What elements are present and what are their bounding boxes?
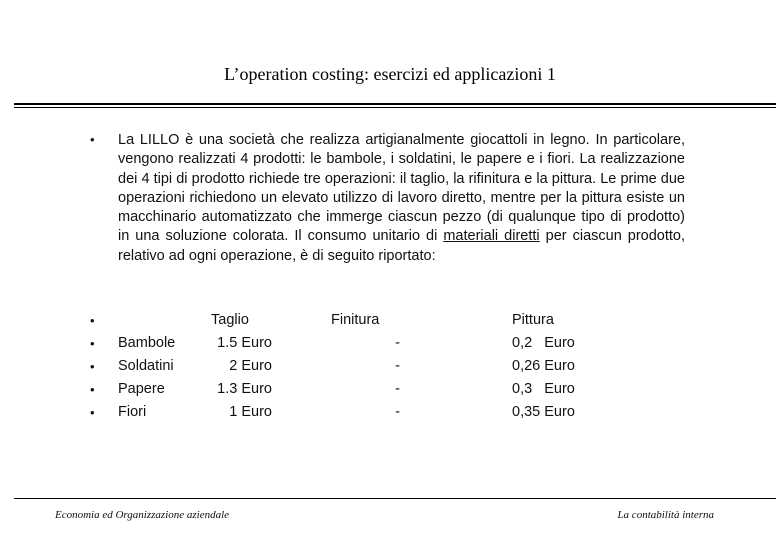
footer-course: Economia ed Organizzazione aziendale: [55, 509, 230, 521]
underlined-diretti: diretti: [504, 228, 540, 245]
intro-paragraph: [118, 131, 685, 266]
footer-topic: La contabilità interna: [617, 509, 714, 521]
header-finitura: Finitura: [331, 312, 380, 328]
header-taglio: Taglio: [211, 312, 249, 328]
header-pittura: Pittura: [512, 312, 554, 328]
underlined-materiali: materiali: [443, 228, 499, 245]
header-rule-thick: [14, 103, 776, 105]
footer-rule: [14, 498, 776, 499]
finitura-value: -: [395, 358, 400, 374]
product-name: Soldatini: [118, 358, 174, 374]
finitura-value: -: [395, 335, 400, 351]
taglio-value: 2 Euro: [229, 358, 272, 374]
bullet: •: [90, 405, 95, 420]
taglio-value: 1 Euro: [229, 404, 272, 420]
pittura-value: 0,35 Euro: [512, 404, 575, 420]
pittura-value: 0,3 Euro: [512, 381, 575, 397]
taglio-value: 1.3 Euro: [217, 381, 272, 397]
taglio-value: 1.5 Euro: [217, 335, 272, 351]
page-title: L’operation costing: esercizi ed applicazioni 1: [224, 64, 556, 84]
bullet: •: [90, 382, 95, 397]
finitura-value: -: [395, 404, 400, 420]
paragraph-text-end: per ciascun prodotto, relativo ad ogni operazione, è di seguito riportato:: [118, 228, 686, 264]
bullet: •: [90, 132, 95, 147]
product-name: Fiori: [118, 404, 147, 420]
bullet: •: [90, 336, 95, 351]
header-rule-thin: [14, 107, 776, 108]
bullet: •: [90, 313, 95, 328]
paragraph-text: La LILLO è una società che realizza artigianalmente giocattoli in legno. In particolare, vengono realizzati 4 prodotti: le bambole, i soldatini, le papere e i fiori. La realizzazione dei 4 tipi di prodotto richiede tre operazioni: il taglio, la rifinitura e la pittura. Le prime due operazioni richiedono un elevato utilizzo di lavoro diretto, mentre per la pittura esiste un macchinario automatizzato che immerge ciascun pezzo (di qualunque tipo di prodotto) in una soluzione colorata. Il consumo unitario di: [118, 132, 685, 245]
pittura-value: 0,2 Euro: [512, 335, 575, 351]
product-name: Bambole: [118, 335, 176, 351]
product-name: Papere: [118, 381, 165, 397]
finitura-value: -: [395, 381, 400, 397]
bullet: •: [90, 359, 95, 374]
pittura-value: 0,26 Euro: [512, 358, 575, 374]
